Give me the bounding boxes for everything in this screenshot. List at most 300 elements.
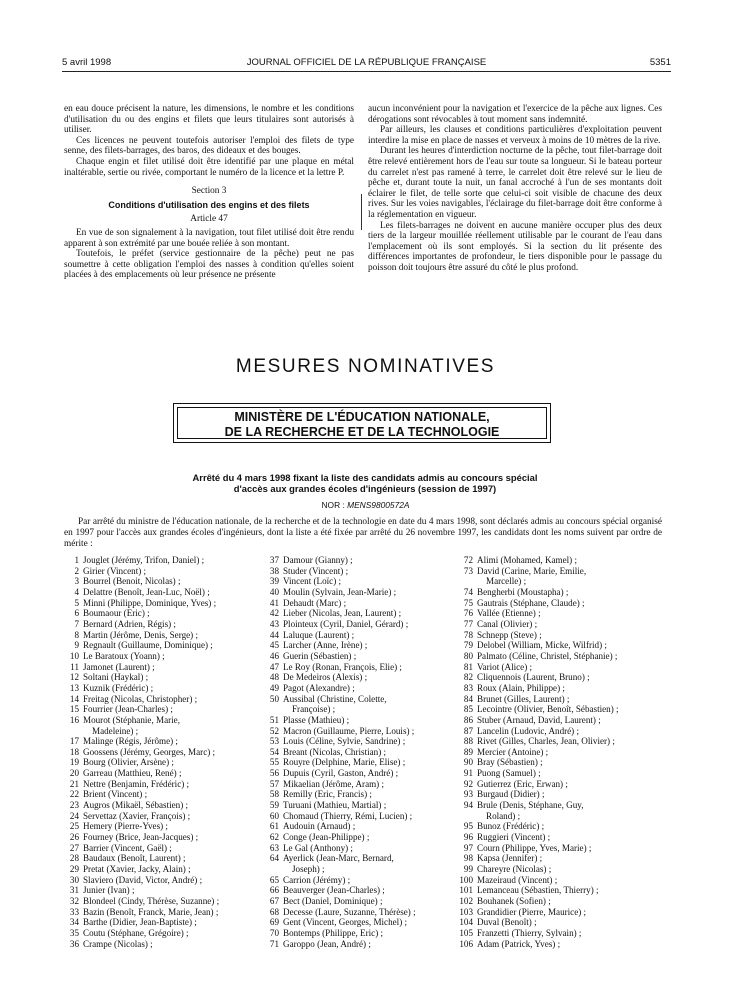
candidate-name: Crampe (Nicolas) ; [83,938,153,949]
list-item [264,907,468,918]
candidate-name: Servettaz (Xavier, François) ; [83,810,191,821]
candidate-name: Variot (Alice) ; [477,661,533,672]
candidate-name: Mikaelian (Jérôme, Aram) ; [283,778,385,789]
list-item [264,800,468,811]
candidate-name: Vincent (Loïc) ; [283,576,342,587]
mesures-nominatives-heading: MESURES NOMINATIVES [235,356,496,377]
left-text-column [64,104,354,281]
margin-change-bar [361,194,362,230]
rank-number: 47 [269,661,279,672]
candidate-name: Bray (Sébastien) ; [477,757,543,768]
candidate-name: Mazeiraud (Vincent) ; [477,874,558,885]
candidate-name: Burgaud (Didier) ; [477,789,545,800]
list-item [64,640,268,651]
rank-number: 30 [69,874,79,885]
rank-number: 42 [269,608,279,619]
candidate-name: Madeleine) ; [92,725,139,736]
list-item [264,576,468,587]
list-item [458,843,663,854]
paragraph: Ces licences ne peuvent toutefois autoriser l'emploi des filets de type senne, des filets-barrages, des baros, des dideaux et des bouges. [64,135,354,157]
list-item [264,811,468,822]
candidate-name: Bect (Daniel, Dominique) ; [283,896,383,906]
candidate-name: Bourg (Olivier, Arsène) ; [83,757,174,768]
list-item [64,619,268,630]
rank-number: 54 [269,746,279,757]
candidate-name: Brient (Vincent) ; [83,789,148,800]
list-item [264,896,468,907]
candidate-name: Studer (Vincent) ; [283,565,349,576]
candidate-name: Brule (Denis, Stéphane, Guy, [477,800,584,811]
candidate-name: Baudaux (Benoît, Laurent) ; [83,853,186,864]
list-item [64,811,268,822]
rank-number: 94 [463,800,473,811]
candidate-name: Kapsa (Jennifer) ; [477,853,543,864]
list-item [264,672,468,683]
list-item [458,885,663,896]
candidate-name: Rouyre (Delphine, Marie, Elise) ; [283,757,406,768]
list-item [458,630,663,641]
candidate-name: Lancelin (Ludovic, André) ; [477,725,580,736]
list-item [264,843,468,854]
list-item [264,736,468,747]
list-item [458,662,663,673]
candidate-name: Garreau (Matthieu, René) ; [83,768,182,779]
candidate-name: David (Carine, Marie, Emilie, [477,565,587,576]
list-item [458,864,663,875]
list-item [458,821,663,832]
rank-number: 98 [463,853,473,864]
rank-number: 69 [269,917,279,928]
candidate-name: De Medeiros (Alexis) ; [283,672,368,683]
rank-number: 26 [69,832,79,843]
article-heading: Article 47 [190,214,228,225]
candidate-name: Schnepp (Steve) ; [477,629,542,640]
ministry-box-inner [177,407,547,439]
candidate-name: Plasse (Mathieu) ; [283,714,350,725]
list-item-continuation [64,726,268,737]
candidate-name: Barthe (Didier, Jean-Baptiste) ; [83,917,197,928]
list-item [64,885,268,896]
list-item [264,747,468,758]
rank-number: 13 [69,682,79,693]
list-item [64,672,268,683]
candidate-name: Mourot (Stéphanie, Marie, [83,714,180,725]
rank-number: 37 [269,555,279,565]
list-item [64,779,268,790]
candidate-name: Françoise) ; [292,704,336,715]
list-item [64,608,268,619]
rank-number: 104 [459,917,473,928]
list-item [264,789,468,800]
rank-number: 20 [69,768,79,779]
candidate-name: Le Gal (Anthony) ; [283,842,353,853]
nor-code: MENS9800572A [347,500,410,510]
candidate-name: Ayerlick (Jean-Marc, Bernard, [283,853,394,864]
rank-number: 9 [74,640,79,651]
list-item [458,736,663,747]
candidate-name: Slaviero (David, Victor, André) ; [83,874,203,885]
list-item-continuation [264,864,468,875]
list-item [264,853,468,864]
list-item [64,789,268,800]
candidate-name: Marcelle) ; [486,576,527,587]
candidate-name: Stuber (Arnaud, David, Laurent) ; [477,714,601,725]
list-item [64,683,268,694]
list-item [264,821,468,832]
rank-number: 102 [459,896,473,906]
list-item [64,853,268,864]
candidate-name: Coutu (Stéphane, Grégoire) ; [83,927,189,938]
rank-number: 93 [463,789,473,800]
rank-number: 72 [463,555,473,565]
list-item [458,694,663,705]
list-item [64,598,268,609]
candidate-name: Ruggieri (Vincent) ; [477,832,551,843]
rank-number: 23 [69,800,79,811]
list-item [458,917,663,928]
candidate-name: Duval (Benoît) ; [477,917,537,928]
rank-number: 66 [269,885,279,896]
paragraph: En vue de son signalement à la navigation, tout filet utilisé doit être rendu apparent à son extrémité par une bouée reliée à son montant. [64,227,354,249]
list-item [458,875,663,886]
list-item [458,651,663,662]
candidate-name: Martin (Jérôme, Denis, Serge) ; [83,629,198,640]
rank-number: 75 [463,597,473,608]
candidate-name: Larcher (Anne, Irène) ; [283,640,368,651]
rank-number: 88 [463,736,473,747]
rank-number: 83 [463,682,473,693]
rank-number: 63 [269,842,279,853]
candidate-name: Franzetti (Thierry, Sylvain) ; [477,927,582,938]
candidate-name: Conge (Jean-Philippe) ; [283,832,370,843]
candidate-name: Decesse (Laure, Suzanne, Thérèse) ; [283,906,416,917]
rank-number: 70 [269,927,279,938]
list-item [64,630,268,641]
ministry-line-1: MINISTÈRE DE L'ÉDUCATION NATIONALE, [234,410,490,424]
list-item [264,885,468,896]
header-page-number: 5351 [649,57,671,68]
rank-number: 59 [269,800,279,811]
list-item [64,832,268,843]
candidate-name: Malinge (Régis, Jérôme) ; [83,736,178,747]
candidate-name: Blondeel (Cindy, Thérèse, Suzanne) ; [83,896,220,906]
rank-number: 10 [69,650,79,661]
candidate-name: Lecointre (Olivier, Benoît, Sébastien) ; [477,704,619,715]
rank-number: 103 [459,906,473,917]
rank-number: 92 [463,778,473,789]
list-item [64,821,268,832]
candidate-name: Fourney (Brice, Jean-Jacques) ; [83,832,199,843]
rank-number: 15 [69,704,79,715]
rank-number: 17 [69,736,79,747]
rank-number: 64 [269,853,279,864]
rank-number: 1 [74,555,79,565]
candidate-name: Lemanceau (Sébastien, Thierry) ; [477,885,599,896]
rank-number: 87 [463,725,473,736]
candidate-name: Chomaud (Thierry, Rémi, Lucien) ; [283,810,413,821]
list-item [458,939,663,950]
list-item [264,917,468,928]
paragraph: Les filets-barrages ne doivent en aucune manière occuper plus des deux tiers de la largeur mouillée réellement utilisable par le courant de l'eau dans l'emplacement où ils sont employés. Si la section du lit présente des différences importantes de profondeur, le tiers disponible pour le passage du poisson doit toujours être assuré du côté le plus profond. [368,220,662,273]
rank-number: 32 [69,896,79,906]
rank-number: 80 [463,650,473,661]
candidate-name: Louis (Céline, Sylvie, Sandrine) ; [283,736,406,747]
candidate-name: Hemery (Pierre-Yves) ; [83,821,168,832]
arrete-title-line-2: d'accès aux grandes écoles d'ingénieurs (session de 1997) [233,483,497,494]
arrete-title-line-1: Arrêté du 4 mars 1998 fixant la liste des candidats admis au concours spécial [192,472,538,483]
rank-number: 33 [69,906,79,917]
rank-number: 46 [269,650,279,661]
rank-number: 95 [463,821,473,832]
candidate-name: Carrion (Jérémy) ; [283,874,351,885]
candidate-name: Fourrier (Jean-Charles) ; [83,704,173,715]
list-item [64,651,268,662]
list-item [458,555,663,566]
list-item [264,640,468,651]
list-item-continuation [264,704,468,715]
candidate-name: Chareyre (Nicolas) ; [477,864,552,875]
list-item [458,896,663,907]
rank-number: 34 [69,917,79,928]
rank-number: 61 [269,821,279,832]
paragraph: en eau douce précisent la nature, les dimensions, le nombre et les conditions d'utilisation du ou des engins et filets que leurs titulaires sont autorisés à utiliser. [64,104,354,136]
candidate-name: Bernard (Adrien, Régis) ; [83,618,176,629]
rank-number: 36 [69,938,79,949]
rank-number: 5 [74,597,79,608]
rank-number: 58 [269,789,279,800]
candidate-name: Bouhanek (Sofien) ; [477,896,551,906]
list-item-continuation [458,811,663,822]
candidate-name: Nettre (Benjamin, Frédéric) ; [83,778,190,789]
candidate-name: Dehaudt (Marc) ; [283,597,347,608]
arrete-title [80,472,650,494]
rank-number: 56 [269,768,279,779]
list-item [64,896,268,907]
rank-number: 52 [269,725,279,736]
rank-number: 38 [269,565,279,576]
candidate-name: Kuznik (Frédéric) ; [83,682,154,693]
candidate-name: Soltani (Haykal) ; [83,672,149,683]
rank-number: 62 [269,832,279,843]
candidate-name: Jamonet (Laurent) ; [83,661,155,672]
list-item [458,683,663,694]
rank-number: 105 [459,927,473,938]
rank-number: 96 [463,832,473,843]
candidate-name: Le Roy (Ronan, François, Elie) ; [283,661,402,672]
list-item [458,715,663,726]
rank-number: 3 [74,576,79,587]
candidate-name: Junier (Ivan) ; [83,885,135,896]
candidate-name: Breant (Nicolas, Christian) ; [283,746,387,757]
right-text-column [368,104,662,274]
list-item [264,608,468,619]
rank-number: 77 [463,618,473,629]
candidate-name: Girier (Vincent) ; [83,565,147,576]
ministry-line-2: DE LA RECHERCHE ET DE LA TECHNOLOGIE [224,425,500,439]
list-item [264,715,468,726]
list-item [264,832,468,843]
rank-number: 57 [269,778,279,789]
list-item [458,608,663,619]
list-item [264,726,468,737]
candidate-name: Jouglet (Jérémy, Trifon, Daniel) ; [83,555,205,565]
candidate-name: Brunet (Gilles, Laurent) ; [477,693,570,704]
list-item-continuation [458,576,663,587]
list-item [264,598,468,609]
candidate-name: Bazin (Benoît, Franck, Marie, Jean) ; [83,906,219,917]
candidate-name: Puong (Samuel) ; [477,768,541,779]
candidate-name: Plointeux (Cyril, Daniel, Gérard) ; [283,618,409,629]
list-item [458,800,663,811]
candidate-name: Pagot (Alexandre) ; [283,682,355,693]
list-item [458,832,663,843]
list-item [264,651,468,662]
candidate-name: Adam (Patrick, Yves) ; [477,938,561,949]
rank-number: 78 [463,629,473,640]
paragraph: Durant les heures d'interdiction nocturne de la pêche, tout filet-barrage doit être relevé entièrement hors de l'eau sur toute sa longueur. Si le bateau porteur du carrelet n'est pas ramené à terre, le carrelet doit être relevé sur le lieu de pêche et, durant toute la nuit, un fanal accroché à l'un de ses montants doit éclairer le filet, de telle sorte que celui-ci soit visible de chacune des deux rives. Sur les voies navigables, l'éclairage du filet-barrage doit être conforme à la réglementation en vigueur. [368,146,662,220]
list-item [64,917,268,928]
rank-number: 65 [269,874,279,885]
list-item [458,789,663,800]
rank-number: 85 [463,704,473,715]
candidate-name: Barrier (Vincent, Gaël) ; [83,842,172,853]
candidate-list-column-1 [64,555,268,949]
rank-number: 99 [463,864,473,875]
list-item [64,875,268,886]
paragraph: Toutefois, le préfet (service gestionnaire de la pêche) peut ne pas soumettre à cette obligation l'emploi des nasses à condition qu'elles soient placées à des emplacements où leur présence ne présente [64,249,354,281]
rank-number: 25 [69,821,79,832]
rank-number: 101 [459,885,473,896]
paragraph: Chaque engin et filet utilisé doit être identifié par une plaque en métal inaltérable, sertie ou rivée, comportant le numéro de la licence et la lettre P. [64,156,354,178]
list-item [64,736,268,747]
list-item [64,907,268,918]
list-item [264,555,468,566]
list-item [458,928,663,939]
list-item [264,875,468,886]
candidate-name: Le Baratoux (Yoann) ; [83,650,165,661]
list-item [64,566,268,577]
rank-number: 82 [463,672,473,683]
candidate-name: Lieber (Nicolas, Jean, Laurent) ; [283,608,402,619]
candidate-name: Dupuis (Cyril, Gaston, André) ; [283,768,399,779]
section-heading: Section 3 [191,186,227,197]
list-item [458,587,663,598]
rank-number: 86 [463,714,473,725]
list-item [458,757,663,768]
candidate-name: Bunoz (Frédéric) ; [477,821,545,832]
rank-number: 81 [463,661,473,672]
list-item [458,672,663,683]
rank-number: 14 [69,693,79,704]
rank-number: 8 [74,629,79,640]
rank-number: 76 [463,608,473,619]
rank-number: 11 [70,661,79,672]
list-item [64,864,268,875]
rank-number: 27 [69,842,79,853]
rank-number: 43 [269,618,279,629]
rank-number: 18 [69,746,79,757]
candidate-name: Delobel (William, Micke, Wilfrid) ; [477,640,607,651]
rank-number: 106 [459,938,473,949]
rank-number: 73 [463,565,473,576]
rank-number: 91 [463,768,473,779]
candidate-name: Roux (Alain, Philippe) ; [477,682,565,693]
list-item [64,747,268,758]
candidate-name: Goossens (Jérémy, Georges, Marc) ; [83,746,216,757]
list-item [264,757,468,768]
candidate-name: Bontemps (Philippe, Eric) ; [283,927,384,938]
candidate-name: Audouin (Arnaud) ; [283,821,356,832]
list-item [264,939,468,950]
list-item [264,619,468,630]
list-item [458,640,663,651]
list-item [64,800,268,811]
rank-number: 48 [269,672,279,683]
candidate-name: Laluque (Laurent) ; [283,629,355,640]
rank-number: 40 [269,586,279,597]
list-item [458,747,663,758]
rank-number: 71 [269,938,279,949]
list-item [64,715,268,726]
rank-number: 29 [69,864,79,875]
candidate-name: Palmato (Céline, Christel, Stéphanie) ; [477,650,618,661]
candidate-list-column-3 [458,555,663,949]
candidate-name: Remilly (Eric, Francis) ; [283,789,372,800]
paragraph: aucun inconvénient pour la navigation et l'exercice de la pêche aux lignes. Ces dérogations sont révocables à tout moment sans indemnité. [368,104,662,125]
rank-number: 100 [459,874,473,885]
candidate-name: Garoppo (Jean, André) ; [283,938,371,949]
list-item [458,619,663,630]
rank-number: 24 [69,810,79,821]
candidate-name: Gent (Vincent, Georges, Michel) ; [283,917,408,928]
candidate-name: Rivet (Gilles, Charles, Jean, Olivier) ; [477,736,615,747]
candidate-name: Guerin (Sébastien) ; [283,650,357,661]
list-item [264,928,468,939]
rank-number: 84 [463,693,473,704]
list-item [264,662,468,673]
header-rule [62,71,671,72]
candidate-name: Boumaour (Eric) ; [83,608,150,619]
candidate-name: Canal (Olivier) ; [477,618,538,629]
candidate-name: Roland) ; [486,810,521,821]
rank-number: 50 [269,693,279,704]
rank-number: 12 [69,672,79,683]
list-item [64,662,268,673]
list-item [458,779,663,790]
candidate-name: Cliquennois (Laurent, Bruno) ; [477,672,590,683]
list-item [264,779,468,790]
candidate-name: Macron (Guillaume, Pierre, Louis) ; [283,725,415,736]
candidate-name: Bourrel (Benoit, Nicolas) ; [83,576,181,587]
candidate-name: Aussibal (Christine, Colette, [283,693,387,704]
candidate-name: Regnault (Guillaume, Dominique) ; [83,640,213,651]
rank-number: 6 [74,608,79,619]
intro-paragraph: Par arrêté du ministre de l'éducation nationale, de la recherche et de la technologie en date du 4 mars 1998, sont déclarés admis au concours spécial organisé en 1997 pour l'accès aux grandes écoles d'ingénieurs, dont la liste a été fixée par arrêté du 26 novembre 1997, les candidats dont les noms suivent par ordre de mérite : [64,517,662,549]
rank-number: 28 [69,853,79,864]
rank-number: 44 [269,629,279,640]
rank-number: 21 [69,778,79,789]
rank-number: 4 [74,586,79,597]
rank-number: 39 [269,576,279,587]
list-item [64,939,268,950]
list-item [458,853,663,864]
list-item [264,694,468,705]
rank-number: 41 [269,597,279,608]
rank-number: 35 [69,927,79,938]
list-item [458,768,663,779]
rank-number: 19 [69,757,79,768]
rank-number: 68 [269,906,279,917]
